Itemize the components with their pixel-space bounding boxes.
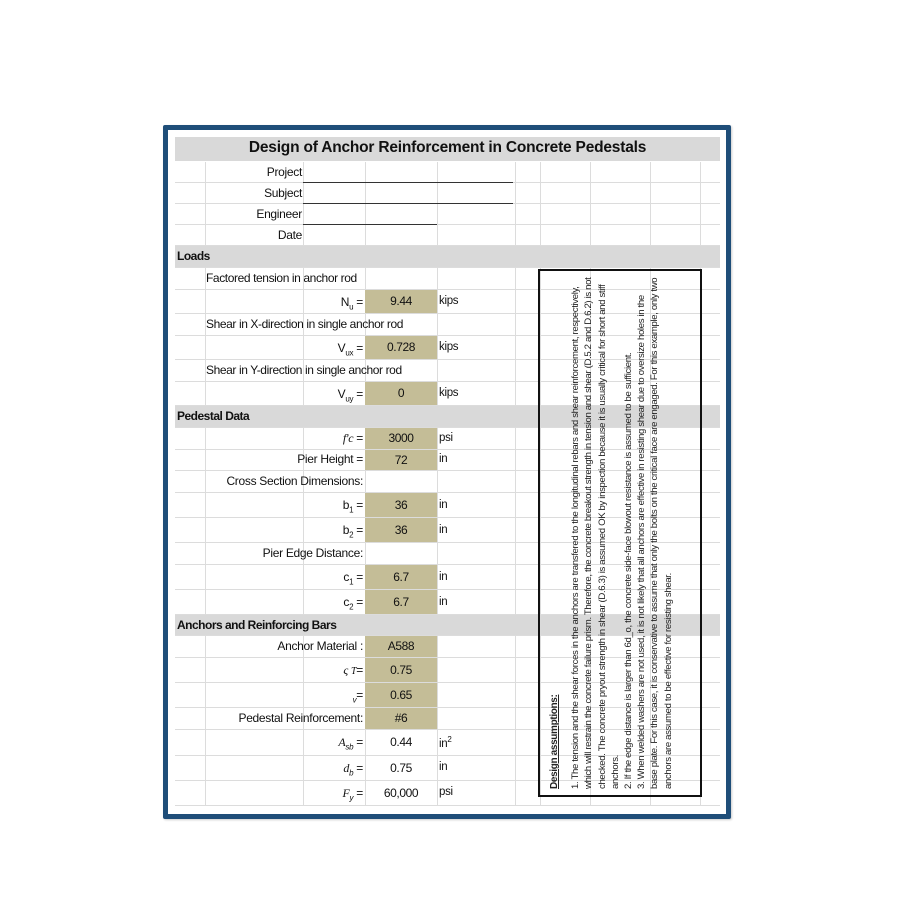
project-row (175, 162, 720, 183)
edge-distance-label: Pier Edge Distance: (262, 546, 363, 560)
section-anchors-title: Anchors and Reinforcing Bars (177, 618, 337, 632)
pedestal-reinf-label: Pedestal Reinforcement: (238, 711, 363, 725)
vuy-label: $V_{uy}$ = (337, 387, 363, 404)
pier-height-unit: in (439, 453, 448, 465)
title-row (175, 137, 720, 162)
db-label: $d_b$ = (343, 761, 363, 778)
db-value: 0.75 (390, 761, 412, 775)
phi-v-value[interactable]: 0.65 (365, 683, 437, 707)
subject-row (175, 183, 720, 204)
c1-value[interactable]: 6.7 (365, 565, 437, 589)
phi-t-label: ς T= (343, 663, 363, 677)
shear-x-desc: Shear in X-direction in single anchor rod (206, 317, 404, 331)
fy-value: 60,000 (383, 786, 419, 800)
cross-section-label: Cross Section Dimensions: (226, 474, 363, 488)
fc-value[interactable]: 3000 (365, 428, 437, 449)
fy-unit: psi (439, 786, 453, 798)
shear-y-desc: Shear in Y-direction in single anchor rod (206, 363, 402, 377)
design-assumptions-text (542, 271, 702, 795)
assumption-2: 2. If the edge distance is larger than 6d_o, the concrete side-face blowout resistance is assumed to be sufficient. (623, 352, 635, 789)
b2-label: $b_2$ = (342, 523, 363, 540)
date-label: Date (277, 228, 302, 242)
nu-label: $N_u$ = (340, 295, 363, 312)
assumption-3: 3. When welded washers are not used, it is not likely that all anchors are effective in resisting shear due to oversize holes in the base plate. For this case, it is conservative to assume that only the bolts on the critical face are engaged. For this example, only two anchors are assumed to be effective for resisting shear. (636, 277, 674, 789)
pier-height-value[interactable]: 72 (365, 450, 437, 470)
asb-unit: $in^2$ (439, 735, 452, 750)
pedestal-reinf-value[interactable]: #6 (365, 708, 437, 729)
spreadsheet (175, 137, 720, 805)
engineer-row (175, 204, 720, 225)
c1-label: $c_1$ = (343, 570, 363, 587)
tension-desc: Factored tension in anchor rod (206, 271, 357, 285)
section-pedestal-title: Pedestal Data (177, 409, 250, 423)
subject-label: Subject (264, 186, 302, 200)
project-label: Project (266, 165, 302, 179)
vuy-value[interactable]: 0 (365, 382, 437, 405)
c2-label: $c_2$ = (343, 595, 363, 612)
asb-label: $A_{sb}$ = (338, 735, 363, 752)
db-unit: in (439, 761, 448, 773)
vuy-unit: kips (439, 387, 459, 399)
phi-t-value[interactable]: 0.75 (365, 658, 437, 682)
c2-unit: in (439, 596, 448, 608)
vux-value[interactable]: 0.728 (365, 336, 437, 359)
fc-label: f'c = (342, 431, 363, 445)
engineer-label: Engineer (256, 207, 302, 221)
section-loads (175, 246, 720, 268)
assumption-1: 1. The tension and the shear forces in the anchors are transfered to the longitudinal rebars and shear reinforcement, respectively, which will restrain the concrete failure prism. Therefore, the concrete breakout strength in tension and shear (D.5.2 and D.6.2) is not checked. The concrete pryout strength in shear (D.6.3) is assumed OK by inspection because it is usually critical for short and stiff anchors. (570, 277, 621, 789)
c1-unit: in (439, 571, 448, 583)
b2-unit: in (439, 524, 448, 536)
nu-unit: kips (439, 295, 459, 307)
date-row (175, 225, 720, 246)
b1-unit: in (439, 499, 448, 511)
design-assumptions-heading: Design assumptions: (549, 694, 560, 789)
c2-value[interactable]: 6.7 (365, 590, 437, 614)
page-title: Design of Anchor Reinforcement in Concrete Pedestals (248, 139, 647, 156)
fc-unit: psi (439, 432, 453, 444)
fy-label: $F_y$ = (342, 786, 363, 803)
b2-value[interactable]: 36 (365, 518, 437, 542)
b1-label: $b_1$ = (342, 498, 363, 515)
design-assumptions-box (538, 269, 702, 797)
phi-v-label: $_v$= (352, 688, 363, 705)
section-loads-title: Loads (177, 249, 210, 263)
pier-height-label: Pier Height = (297, 452, 363, 466)
anchor-material-value[interactable]: A588 (365, 636, 437, 657)
vux-label: $V_{ux}$ = (337, 341, 363, 358)
vux-unit: kips (439, 341, 459, 353)
nu-value[interactable]: 9.44 (365, 290, 437, 313)
anchor-material-label: Anchor Material : (277, 639, 363, 653)
asb-value: 0.44 (390, 735, 412, 749)
b1-value[interactable]: 36 (365, 493, 437, 517)
